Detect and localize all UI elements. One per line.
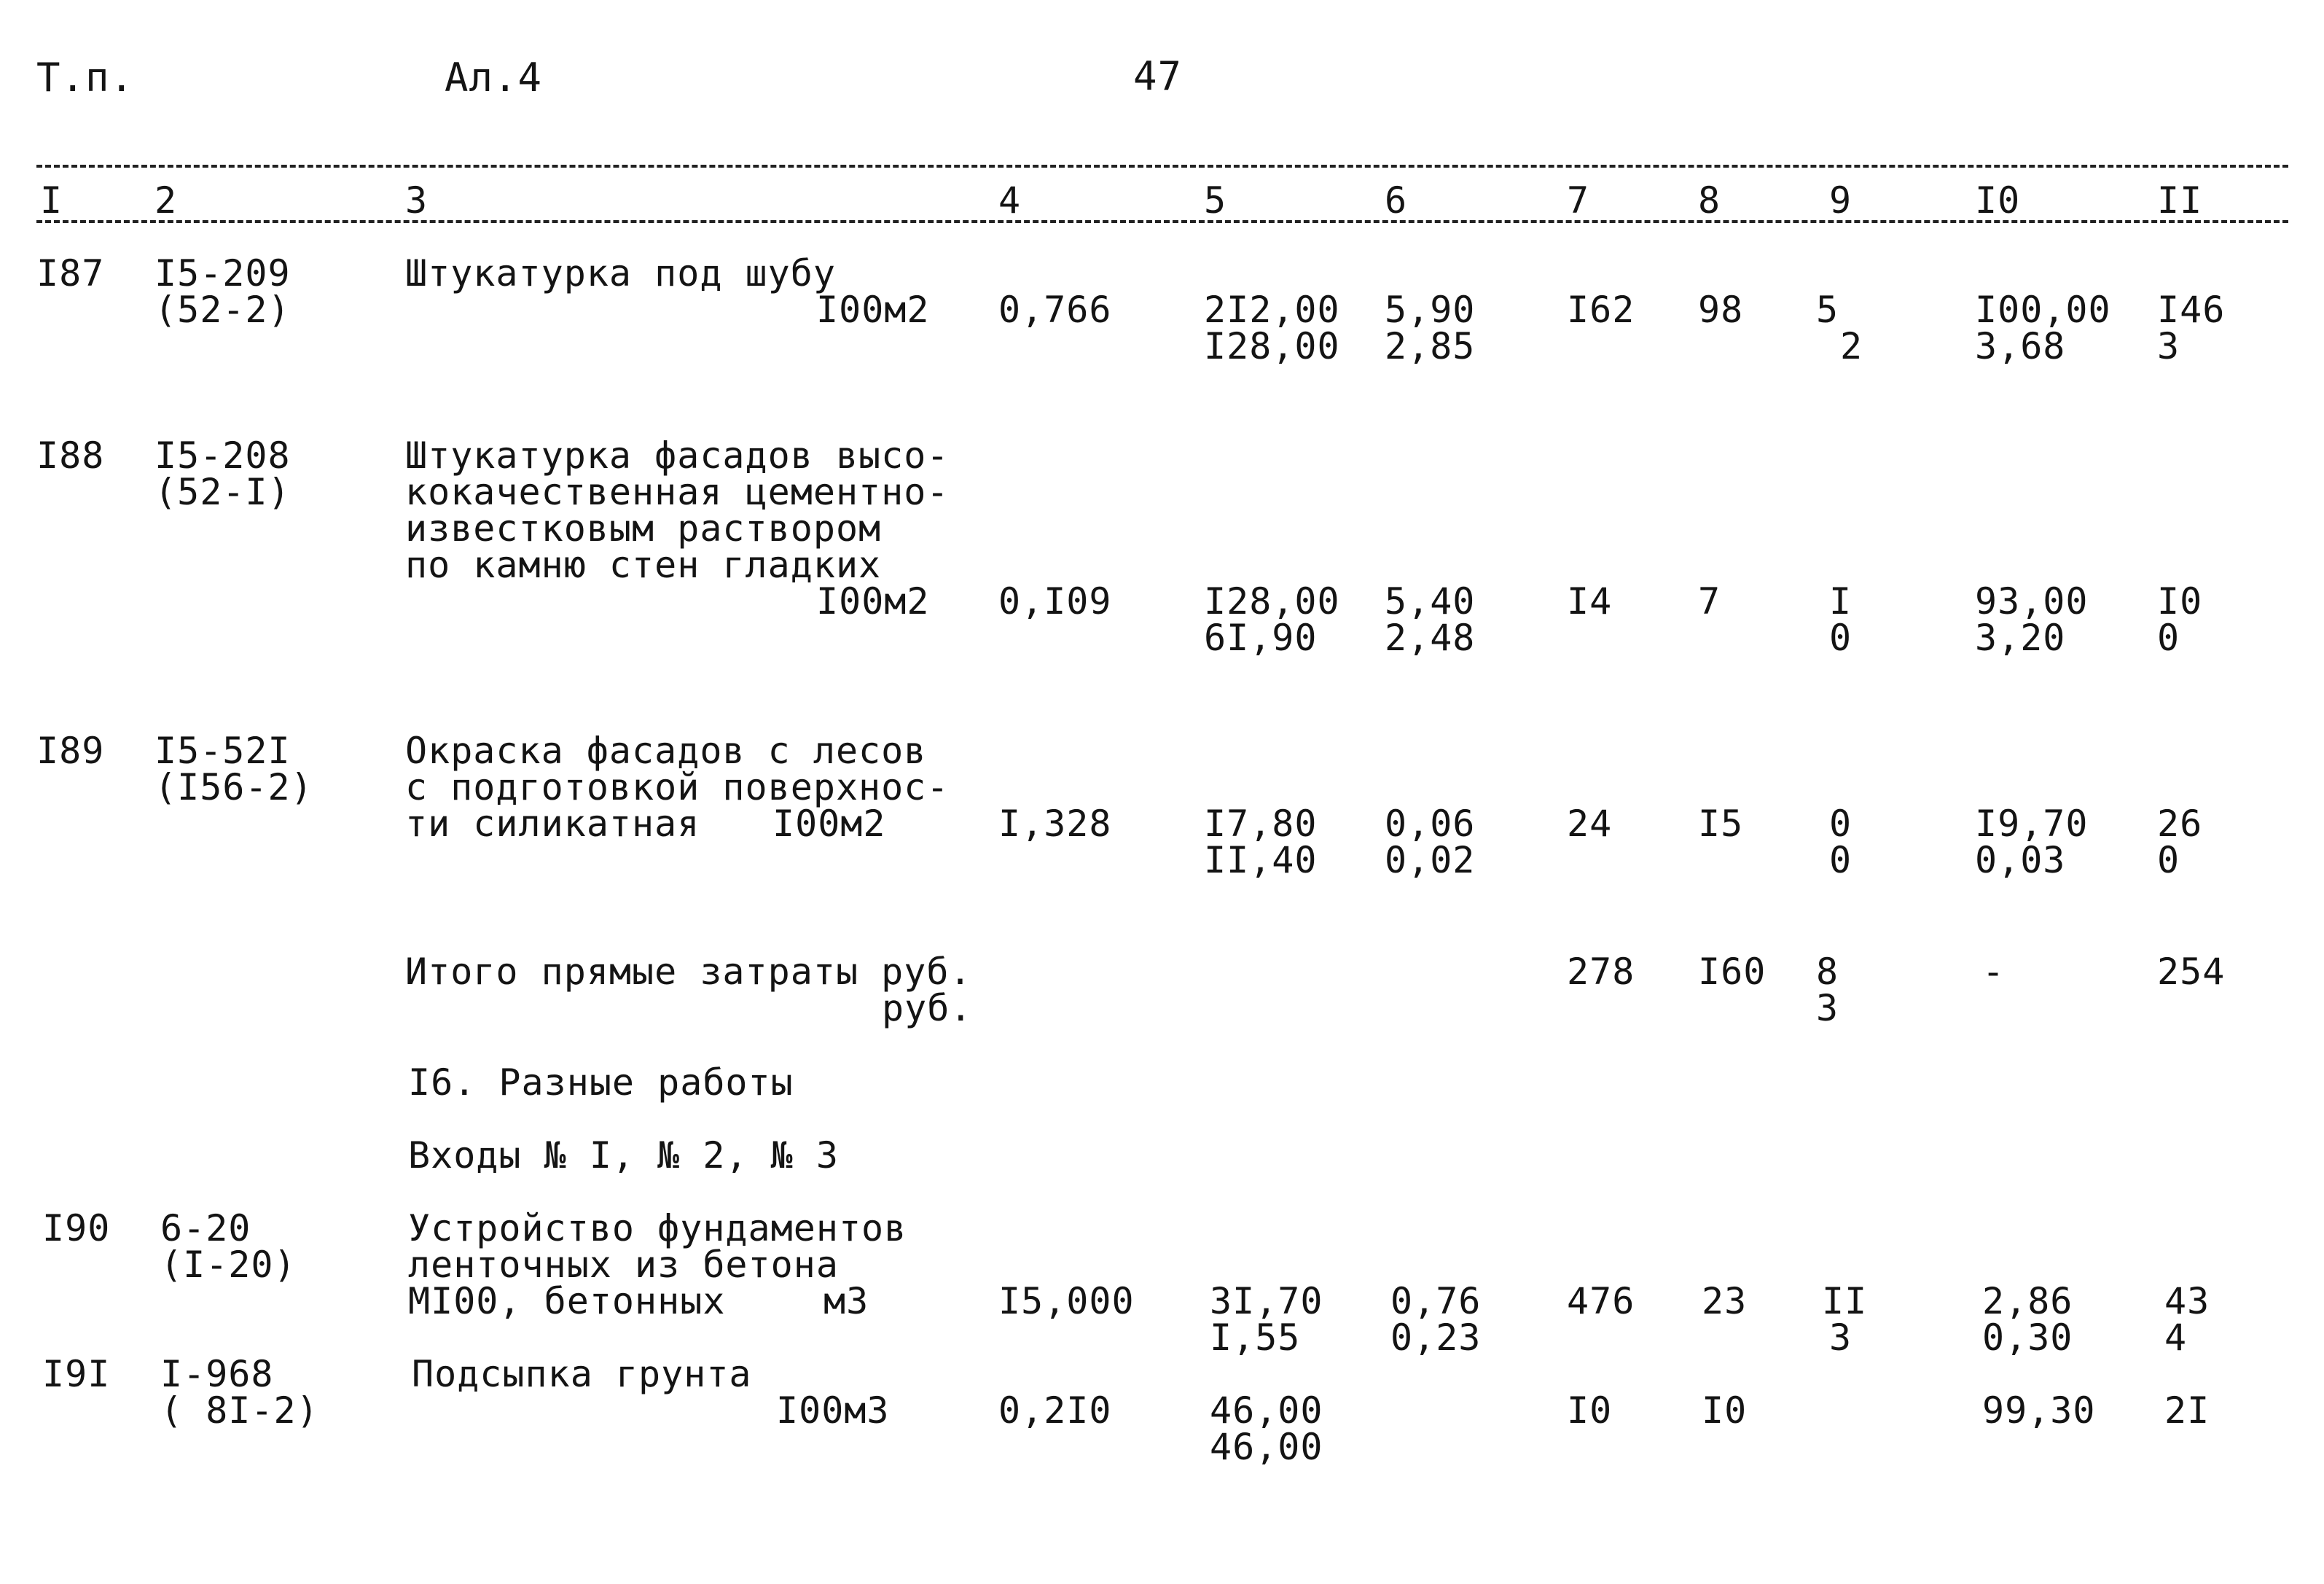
col-8: 8 [1698, 179, 1721, 222]
work-description: известковым раствором [405, 507, 882, 550]
col-7: 7 [1567, 179, 1590, 222]
machine-cost-wages: 2,85 [1385, 325, 1476, 367]
doc-type: Т.п. [36, 55, 135, 101]
labor-unit: I00,00 [1975, 289, 2111, 331]
labor-total: 254 [2157, 951, 2226, 993]
labor-unit-machine: 3,68 [1975, 325, 2066, 367]
rate-code: I5-52I [154, 730, 291, 772]
quantity: 0,2I0 [998, 1389, 1112, 1432]
col-1: I [40, 179, 63, 222]
labor-unit: 93,00 [1975, 580, 2089, 623]
work-description: с подготовкой поверхнос- [405, 766, 950, 808]
rate-code-ref: (I-20) [160, 1244, 297, 1286]
rate-code: I5-209 [154, 252, 291, 294]
unit-cost-wages: II,40 [1204, 839, 1318, 881]
section-title: I6. Разные работы [408, 1061, 794, 1104]
work-description: Устройство фундаментов [408, 1207, 907, 1249]
machine-cost: 5,90 [1385, 289, 1476, 331]
row-number: I89 [36, 730, 105, 772]
wages-total: 23 [1702, 1280, 1748, 1322]
machine-total-wages: 3 [1816, 987, 1839, 1029]
machine-cost-wages: 0,23 [1390, 1316, 1482, 1359]
work-description: кокачественная цементно- [405, 471, 950, 513]
quantity: 0,766 [998, 289, 1112, 331]
sheet-number: Ал.4 [445, 55, 543, 101]
row-number: I9I [42, 1353, 111, 1395]
labor-total-machine: 4 [2164, 1316, 2188, 1359]
unit-cost: I28,00 [1204, 580, 1340, 623]
work-description: Штукатурка под шубу [405, 252, 836, 294]
col-6: 6 [1385, 179, 1408, 222]
machine-total: 5 [1816, 289, 1839, 331]
unit-cost-wages: I,55 [1210, 1316, 1301, 1359]
work-description: ленточных из бетона [408, 1244, 839, 1286]
labor-total-machine: 0 [2157, 839, 2180, 881]
work-description: ти силикатная [405, 803, 700, 845]
machine-total: 8 [1816, 951, 1839, 993]
row-number: I90 [42, 1207, 111, 1249]
header-bottom-rule [36, 220, 2288, 223]
quantity: I,328 [998, 803, 1112, 845]
machine-total: I [1829, 580, 1852, 623]
rate-code: 6-20 [160, 1207, 251, 1249]
work-description: Подсыпка грунта [412, 1353, 752, 1395]
labor-unit: I9,70 [1975, 803, 2089, 845]
machine-total: II [1822, 1280, 1868, 1322]
unit: м3 [823, 1280, 869, 1322]
labor-total: 43 [2164, 1280, 2210, 1322]
labor-unit: - [1982, 951, 2006, 993]
work-description: по камню стен гладких [405, 544, 882, 586]
quantity: I5,000 [998, 1280, 1135, 1322]
wages-total: I5 [1698, 803, 1744, 845]
machine-total-wages: 3 [1829, 1316, 1852, 1359]
unit-cost: 46,00 [1210, 1389, 1323, 1432]
labor-unit: 99,30 [1982, 1389, 2096, 1432]
work-description: Штукатурка фасадов высо- [405, 434, 950, 477]
total-cost: 24 [1567, 803, 1613, 845]
labor-total: I0 [2157, 580, 2203, 623]
labor-unit: 2,86 [1982, 1280, 2073, 1322]
rate-code-ref: ( 8I-2) [160, 1389, 319, 1432]
unit-cost-wages: 46,00 [1210, 1426, 1323, 1468]
machine-cost: 0,76 [1390, 1280, 1482, 1322]
unit-cost: I7,80 [1204, 803, 1318, 845]
col-11: II [2157, 179, 2203, 222]
unit-cost-wages: 6I,90 [1204, 617, 1318, 659]
machine-cost: 0,06 [1385, 803, 1476, 845]
total-label-currency: руб. [882, 987, 973, 1029]
wages-total: I0 [1702, 1389, 1748, 1432]
rate-code-ref: (I56-2) [154, 766, 313, 808]
rate-code-ref: (52-I) [154, 471, 291, 513]
labor-total-machine: 0 [2157, 617, 2180, 659]
col-9: 9 [1829, 179, 1852, 222]
wages-total: 98 [1698, 289, 1744, 331]
machine-cost-wages: 0,02 [1385, 839, 1476, 881]
labor-total: 2I [2164, 1389, 2210, 1432]
unit: I00м3 [776, 1389, 890, 1432]
quantity: 0,I09 [998, 580, 1112, 623]
row-number: I87 [36, 252, 105, 294]
labor-unit-machine: 3,20 [1975, 617, 2066, 659]
labor-total: 26 [2157, 803, 2203, 845]
col-10: I0 [1975, 179, 2021, 222]
col-3: 3 [405, 179, 429, 222]
labor-total-machine: 3 [2157, 325, 2180, 367]
total-cost: 278 [1567, 951, 1635, 993]
work-description: Окраска фасадов с лесов [405, 730, 927, 772]
col-4: 4 [998, 179, 1022, 222]
unit-cost: 3I,70 [1210, 1280, 1323, 1322]
machine-total: 0 [1829, 803, 1852, 845]
machine-total-wages: 0 [1829, 839, 1852, 881]
rate-code: I5-208 [154, 434, 291, 477]
total-cost: I0 [1567, 1389, 1613, 1432]
machine-total-wages: 2 [1840, 325, 1863, 367]
page-number: 47 [1133, 53, 1183, 99]
col-2: 2 [154, 179, 178, 222]
row-number: I88 [36, 434, 105, 477]
machine-cost: 5,40 [1385, 580, 1476, 623]
total-label: Итого прямые затраты руб. [405, 951, 972, 993]
table-top-rule [36, 165, 2288, 168]
wages-total: 7 [1698, 580, 1721, 623]
work-description: МI00, бетонных [408, 1280, 726, 1322]
unit: I00м2 [816, 289, 930, 331]
machine-cost-wages: 2,48 [1385, 617, 1476, 659]
labor-total: I46 [2157, 289, 2226, 331]
col-5: 5 [1204, 179, 1227, 222]
section-inputs: Входы № I, № 2, № 3 [408, 1134, 839, 1177]
labor-unit-machine: 0,03 [1975, 839, 2066, 881]
labor-unit-machine: 0,30 [1982, 1316, 2073, 1359]
unit: I00м2 [772, 803, 886, 845]
unit-cost: 2I2,00 [1204, 289, 1340, 331]
unit: I00м2 [816, 580, 930, 623]
rate-code: I-968 [160, 1353, 274, 1395]
total-cost: I62 [1567, 289, 1635, 331]
unit-cost-wages: I28,00 [1204, 325, 1340, 367]
total-cost: I4 [1567, 580, 1613, 623]
machine-total-wages: 0 [1829, 617, 1852, 659]
wages-total: I60 [1698, 951, 1767, 993]
total-cost: 476 [1567, 1280, 1635, 1322]
rate-code-ref: (52-2) [154, 289, 291, 331]
